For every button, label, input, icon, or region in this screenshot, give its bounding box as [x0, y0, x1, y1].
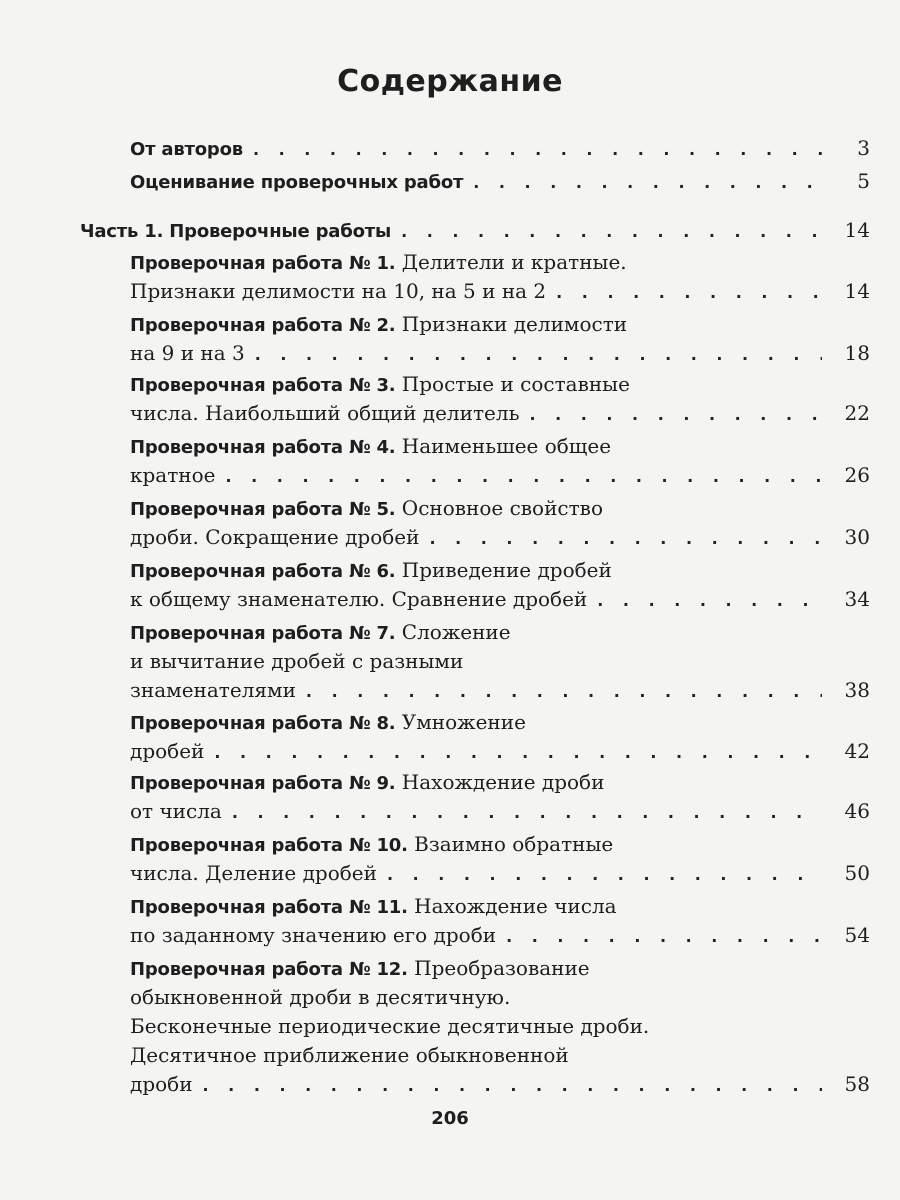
- toc-page-number: 42: [844, 739, 870, 763]
- toc-entry: [130, 830, 870, 888]
- toc-entry: [130, 370, 870, 428]
- toc-line: [130, 523, 870, 552]
- toc-line: [130, 167, 870, 196]
- toc-line: [130, 399, 870, 428]
- toc-line: [130, 954, 870, 983]
- dot-leader: [546, 278, 822, 307]
- toc-entry: [130, 494, 870, 552]
- dot-leader: [463, 168, 822, 197]
- toc-entry: [130, 556, 870, 614]
- toc-line: [130, 1070, 870, 1099]
- toc-line: [130, 1041, 870, 1070]
- page-title: Содержание: [337, 64, 563, 99]
- toc-line: [130, 737, 870, 766]
- dot-leader: [377, 860, 822, 889]
- toc-heading: Проверочная работа № 12.: [130, 959, 408, 980]
- toc-line: [130, 708, 870, 737]
- toc-line: [130, 618, 870, 647]
- toc-subtitle: Сложение: [395, 620, 511, 644]
- toc-entry: [130, 310, 870, 368]
- toc-line: [130, 768, 870, 797]
- toc-subtitle: дроби: [130, 1072, 193, 1096]
- toc-heading: Проверочная работа № 7.: [130, 623, 396, 644]
- toc-subtitle: числа. Деление дробей: [130, 861, 377, 885]
- toc-subtitle: Основное свойство: [395, 496, 603, 520]
- toc-subtitle: Бесконечные периодические десятичные дроби.: [130, 1014, 650, 1038]
- toc-subtitle: Нахождение числа: [407, 894, 617, 918]
- toc-line: [130, 1012, 870, 1041]
- toc-line: [130, 556, 870, 585]
- toc-subtitle: кратное: [130, 463, 216, 487]
- toc-line: [130, 647, 870, 676]
- toc-subtitle: дробей: [130, 739, 205, 763]
- toc-heading: От авторов: [130, 139, 243, 160]
- toc-subtitle: Признаки делимости: [395, 312, 628, 336]
- dot-leader: [496, 922, 822, 951]
- toc-line: [130, 494, 870, 523]
- dot-leader: [216, 462, 823, 491]
- toc-page-number: 30: [844, 525, 870, 549]
- toc-heading: Проверочная работа № 4.: [130, 437, 396, 458]
- toc-subtitle: Нахождение дроби: [395, 770, 605, 794]
- toc-heading: Проверочная работа № 9.: [130, 773, 396, 794]
- toc-entry: [130, 892, 870, 950]
- toc-subtitle: Взаимно обратные: [407, 832, 614, 856]
- toc-subtitle: знаменателями: [130, 678, 296, 702]
- toc-line: [130, 859, 870, 888]
- toc-entry: [130, 954, 870, 1099]
- toc-line: [130, 248, 870, 277]
- toc-heading: Проверочная работа № 10.: [130, 835, 408, 856]
- toc-entry: [130, 708, 870, 766]
- toc-heading: Проверочная работа № 1.: [130, 253, 396, 274]
- toc-page-number: 14: [844, 279, 870, 303]
- dot-leader: [519, 400, 822, 429]
- toc-heading: Проверочная работа № 6.: [130, 561, 396, 582]
- toc-page-number: 58: [844, 1072, 870, 1096]
- toc-line: [130, 983, 870, 1012]
- toc-entry: [130, 134, 870, 163]
- toc-line: [130, 370, 870, 399]
- toc-entry: [130, 248, 870, 306]
- toc-page-number: 34: [844, 587, 870, 611]
- toc-line: [80, 216, 870, 245]
- toc-heading: Проверочная работа № 8.: [130, 713, 396, 734]
- toc-entry: [130, 167, 870, 196]
- toc-heading: Проверочная работа № 3.: [130, 375, 396, 396]
- toc-heading: Проверочная работа № 11.: [130, 897, 408, 918]
- toc-page-number: 22: [844, 401, 870, 425]
- dot-leader: [222, 798, 822, 827]
- toc-line: [130, 432, 870, 461]
- toc-subtitle: и вычитание дробей с разными: [130, 649, 464, 673]
- toc-line: [130, 585, 870, 614]
- toc-page-number: 26: [844, 463, 870, 487]
- toc-subtitle: Умножение: [395, 710, 526, 734]
- toc-entry: [130, 618, 870, 705]
- toc-line: [130, 830, 870, 859]
- toc-entry: [130, 432, 870, 490]
- toc-entry: [80, 216, 870, 245]
- toc-subtitle: по заданному значению его дроби: [130, 923, 497, 947]
- toc-subtitle: Простые и составные: [395, 372, 630, 396]
- dot-leader: [391, 217, 822, 246]
- dot-leader: [243, 135, 822, 164]
- toc-subtitle: Признаки делимости на 10, на 5 и на 2: [130, 279, 547, 303]
- toc-page-number: 46: [844, 799, 870, 823]
- toc-page-number: 38: [844, 678, 870, 702]
- toc-subtitle: на 9 и на 3: [130, 341, 245, 365]
- toc-heading: Проверочная работа № 2.: [130, 315, 396, 336]
- dot-leader: [204, 738, 822, 767]
- toc-page-number: 14: [844, 218, 870, 242]
- toc-subtitle: Наименьшее общее: [395, 434, 612, 458]
- toc-entry: [130, 768, 870, 826]
- toc-line: [130, 461, 870, 490]
- dot-leader: [587, 586, 822, 615]
- toc-subtitle: Десятичное приближение обыкновенной: [130, 1043, 569, 1067]
- page-number: 206: [431, 1108, 469, 1129]
- toc-line: [130, 892, 870, 921]
- toc-heading: Часть 1. Проверочные работы: [80, 221, 392, 242]
- toc-heading: Оценивание проверочных работ: [130, 172, 464, 193]
- toc-subtitle: Делители и кратные.: [395, 250, 627, 274]
- toc-subtitle: Преобразование: [407, 956, 590, 980]
- toc-page-number: 54: [844, 923, 870, 947]
- dot-leader: [419, 524, 822, 553]
- toc-page-number: 18: [844, 341, 870, 365]
- toc-line: [130, 277, 870, 306]
- toc-page-number: 3: [857, 136, 870, 160]
- toc-line: [130, 310, 870, 339]
- toc-line: [130, 797, 870, 826]
- toc-subtitle: обыкновенной дроби в десятичную.: [130, 985, 511, 1009]
- dot-leader: [193, 1071, 822, 1100]
- toc-subtitle: Приведение дробей: [395, 558, 612, 582]
- toc-subtitle: к общему знаменателю. Сравнение дробей: [130, 587, 588, 611]
- toc-subtitle: дроби. Сокращение дробей: [130, 525, 420, 549]
- toc-line: [130, 676, 870, 705]
- toc-page-number: 5: [857, 169, 870, 193]
- toc-heading: Проверочная работа № 5.: [130, 499, 396, 520]
- toc-page-number: 50: [844, 861, 870, 885]
- toc-line: [130, 339, 870, 368]
- toc-subtitle: числа. Наибольший общий делитель: [130, 401, 520, 425]
- toc-line: [130, 134, 870, 163]
- dot-leader: [296, 677, 822, 706]
- toc-line: [130, 921, 870, 950]
- toc-subtitle: от числа: [130, 799, 222, 823]
- dot-leader: [245, 340, 822, 369]
